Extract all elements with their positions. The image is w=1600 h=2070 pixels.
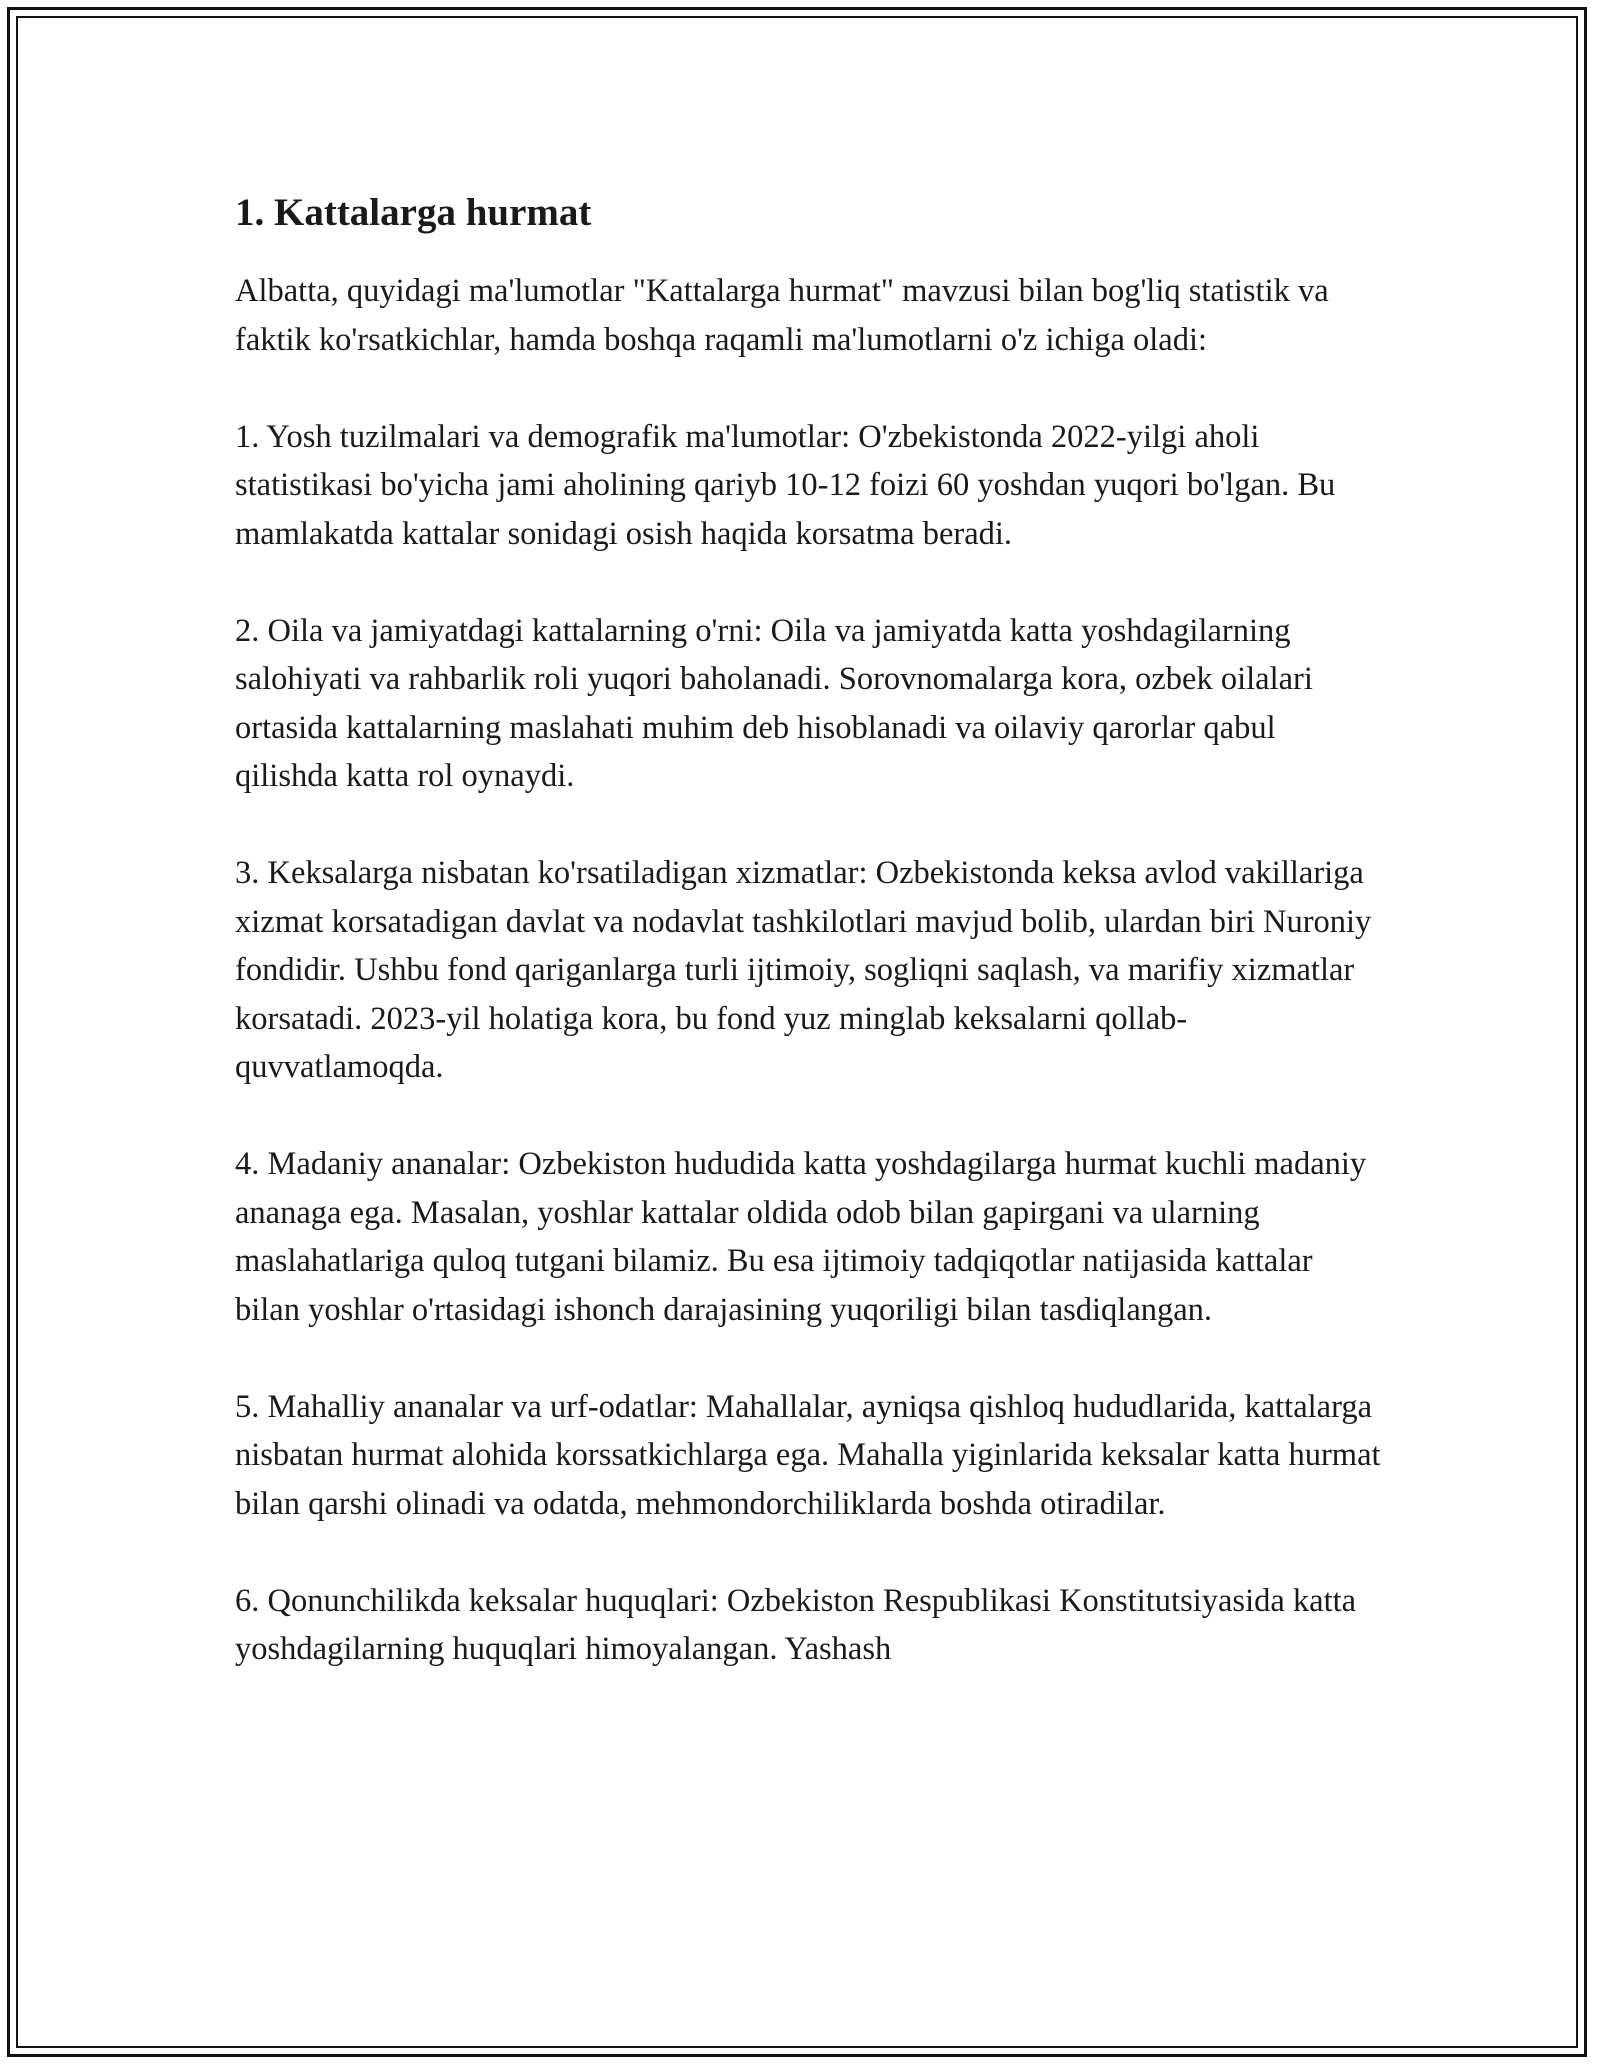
paragraph-demographics: 1. Yosh tuzilmalari va demografik ma'lumotlar: O'zbekistonda 2022-yilgi aholi statistikasi bo'yicha jami aholining qariyb 10-12 foizi 60 yoshdan yuqori bo'lgan. Bu mamlakatda kattalar sonidagi osish haqida korsatma beradi.	[235, 418, 1336, 552]
paragraph-cultural-traditions: 4. Madaniy ananalar: Ozbekiston hududida katta yoshdagilarga hurmat kuchli madaniy ananaga ega. Masalan, yoshlar kattalar oldida odob bilan gapirgani va ularning maslahatlariga quloq tutgani bilamiz. Bu esa ijtimoiy tadqiqotlar natijasida kattalar bilan yoshlar o'rtasidagi ishonch darajasining yuqoriligi bilan tasdiqlangan.	[235, 1146, 1367, 1328]
paragraph-legislation: 6. Qonunchilikda keksalar huquqlari: Ozbekiston Respublikasi Konstitutsiyasida katta yoshdagilarning huquqlari himoyalangan. Yashash	[235, 1582, 1357, 1667]
document-title: 1. Kattalarga hurmat	[235, 191, 592, 234]
document-body	[235, 185, 1385, 1674]
intro-paragraph: Albatta, quyidagi ma'lumotlar "Kattalarga hurmat" mavzusi bilan bog'liq statistik va faktik ko'rsatkichlar, hamda boshqa raqamli ma'lumotlarni o'z ichiga oladi:	[235, 273, 1329, 358]
paragraph-family-role: 2. Oila va jamiyatdagi kattalarning o'rni: Oila va jamiyatda katta yoshdagilarning salohiyati va rahbarlik roli yuqori baholanadi. Sorovnomalarga kora, ozbek oilalari ortasida kattalarning maslahati muhim deb hisoblanadi va oilaviy qarorlar qabul qilishda katta rol oynaydi.	[235, 612, 1313, 794]
paragraph-elderly-services: 3. Keksalarga nisbatan ko'rsatiladigan xizmatlar: Ozbekistonda keksa avlod vakillariga xizmat korsatadigan davlat va nodavlat tashkilotlari mavjud bolib, ulardan biri Nuroniy fondidir. Ushbu fond qariganlarga turli ijtimoiy, sogliqni saqlash, va marifiy xizmatlar korsatadi. 2023-yil holatiga kora, bu fond yuz minglab keksalarni qollab-quvvatlamoqda.	[235, 855, 1372, 1085]
paragraph-local-customs: 5. Mahalliy ananalar va urf-odatlar: Mahallalar, ayniqsa qishloq hududlarida, kattalarga nisbatan hurmat alohida korssatkichlarga ega. Mahalla yiginlarida keksalar katta hurmat bilan qarshi olinadi va odatda, mehmondorchiliklarda boshda otiradilar.	[235, 1388, 1381, 1522]
